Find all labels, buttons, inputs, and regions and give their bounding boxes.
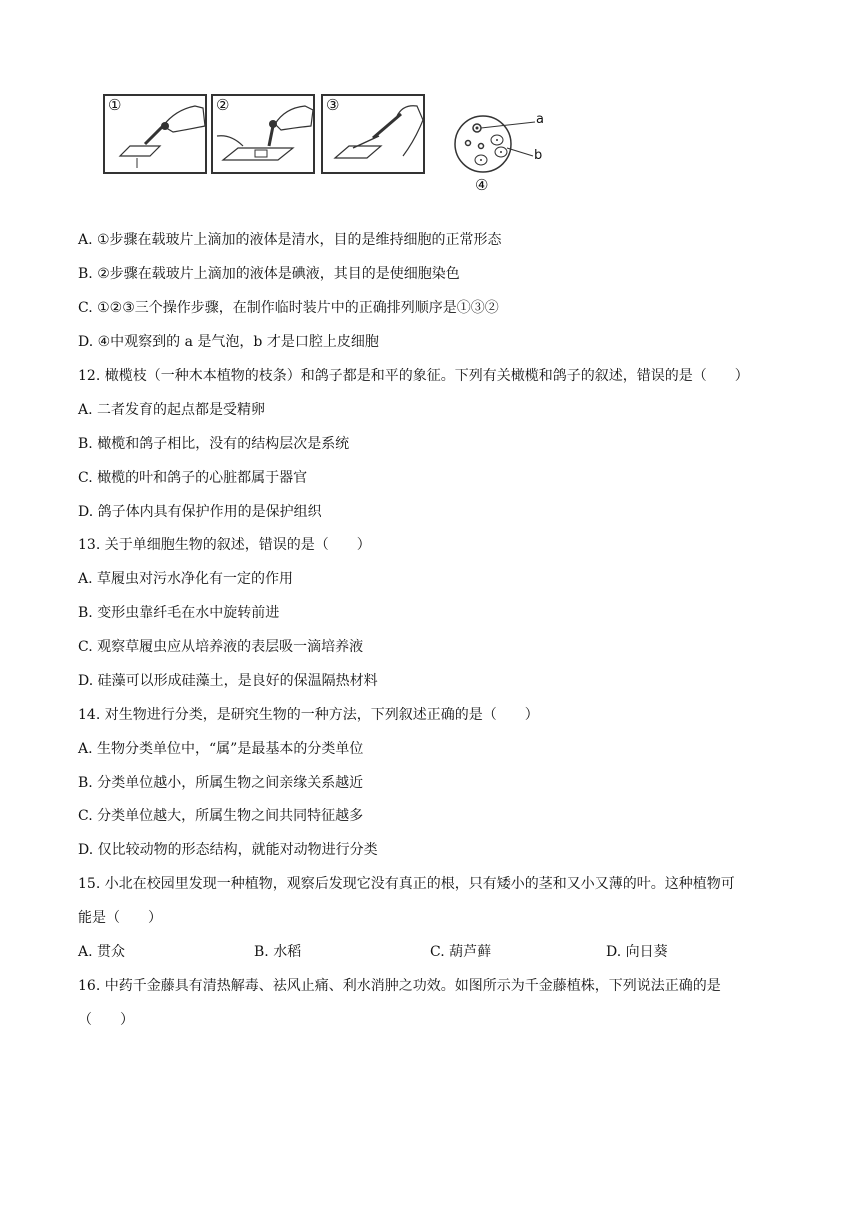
- q13-option-c: C. 观察草履虫应从培养液的表层吸一滴培养液: [78, 639, 364, 655]
- step-2-panel: [211, 94, 315, 174]
- q15-stem-line-1: 15. 小北在校园里发现一种植物，观察后发现它没有真正的根，只有矮小的茎和又小又薄的叶。这种植物可: [78, 876, 735, 892]
- q15-option-b: B. 水稻: [254, 944, 302, 960]
- dropper-on-slide-illustration: [105, 96, 209, 176]
- q15-option-c: C. 葫芦藓: [430, 944, 492, 960]
- q11-option-b: B. ②步骤在载玻片上滴加的液体是碘液，其目的是使细胞染色: [78, 266, 460, 282]
- experiment-figure: [103, 92, 543, 194]
- step-3-panel: [321, 94, 425, 174]
- q14-option-b: B. 分类单位越小，所属生物之间亲缘关系越近: [78, 775, 364, 791]
- step-1-label: ①: [108, 96, 122, 114]
- q14-stem: 14. 对生物进行分类，是研究生物的一种方法，下列叙述正确的是（ ）: [78, 707, 539, 723]
- label-b: b: [534, 148, 543, 163]
- q12-option-a: A. 二者发育的起点都是受精卵: [78, 402, 266, 418]
- q13-stem: 13. 关于单细胞生物的叙述，错误的是（ ）: [78, 537, 371, 553]
- q11-option-c: C. ①②③三个操作步骤，在制作临时装片中的正确排列顺序是①③②: [78, 300, 499, 316]
- q16-stem-line-2: （ ）: [78, 1012, 134, 1028]
- step-2-label: ②: [216, 96, 230, 114]
- q11-option-d: D. ④中观察到的 a 是气泡，b 才是口腔上皮细胞: [78, 334, 379, 350]
- q15-option-d: D. 向日葵: [606, 944, 668, 960]
- q16-stem-line-1: 16. 中药千金藤具有清热解毒、祛风止痛、利水消肿之功效。如图所示为千金藤植株，下列说法正确的是: [78, 978, 721, 994]
- q15-option-a: A. 贯众: [78, 944, 126, 960]
- q13-option-a: A. 草履虫对污水净化有一定的作用: [78, 571, 294, 587]
- step-3-label: ③: [326, 96, 340, 114]
- q12-stem: 12. 橄榄枝（一种木本植物的枝条）和鸽子都是和平的象征。下列有关橄榄和鸽子的叙述，错误的是（ ）: [78, 368, 749, 384]
- q11-option-a: A. ①步骤在载玻片上滴加的液体是清水，目的是维持细胞的正常形态: [78, 232, 502, 248]
- q12-option-b: B. 橄榄和鸽子相比，没有的结构层次是系统: [78, 436, 350, 452]
- q14-option-a: A. 生物分类单位中，“属”是最基本的分类单位: [78, 741, 364, 757]
- label-a: a: [536, 112, 544, 127]
- q12-option-c: C. 橄榄的叶和鸽子的心脏都属于器官: [78, 470, 308, 486]
- q14-option-d: D. 仅比较动物的形态结构，就能对动物进行分类: [78, 842, 378, 858]
- q15-stem-line-2: 能是（ ）: [78, 910, 162, 926]
- q13-option-d: D. 硅藻可以形成硅藻土，是良好的保温隔热材料: [78, 673, 378, 689]
- coverslip-illustration: [323, 96, 427, 176]
- step-4-label: ④: [475, 176, 489, 194]
- q15-options: [78, 942, 668, 962]
- q14-option-c: C. 分类单位越大，所属生物之间共同特征越多: [78, 808, 364, 824]
- q13-option-b: B. 变形虫靠纤毛在水中旋转前进: [78, 605, 280, 621]
- step-1-panel: [103, 94, 207, 174]
- staining-illustration: [213, 96, 317, 176]
- q12-option-d: D. 鸽子体内具有保护作用的是保护组织: [78, 504, 322, 520]
